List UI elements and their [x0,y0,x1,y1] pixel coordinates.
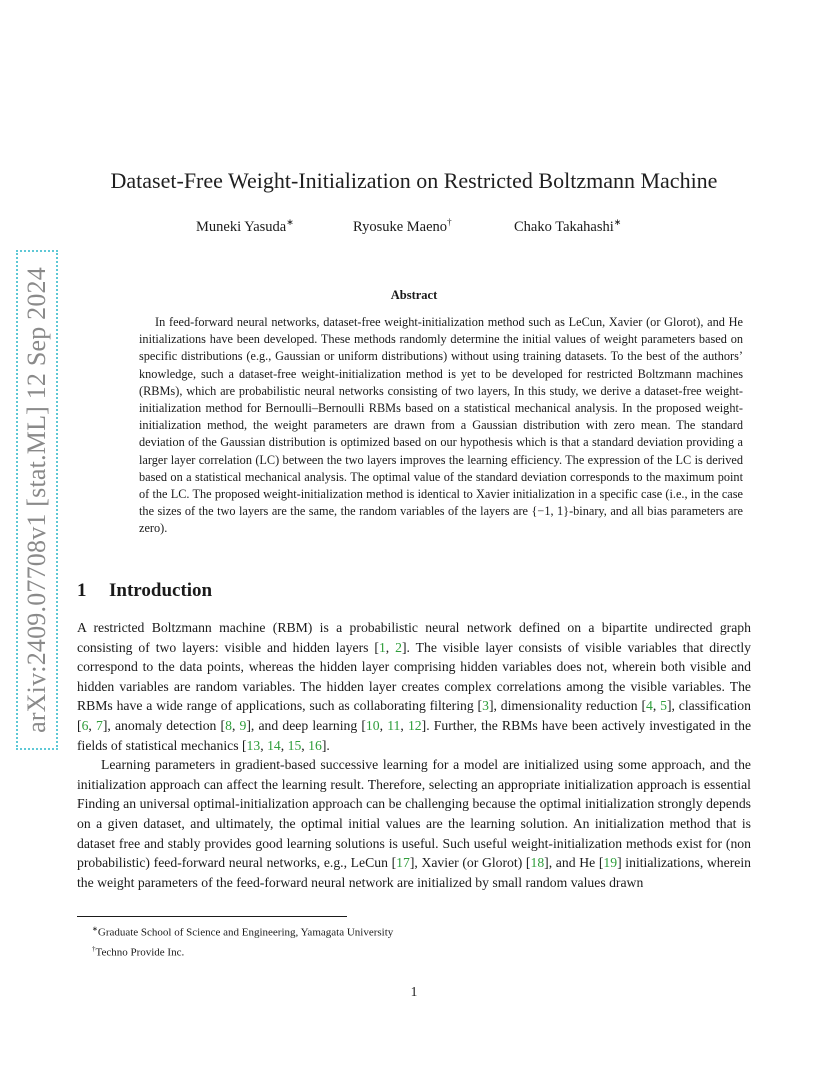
text-run: , [379,717,388,733]
citation-link[interactable]: 3 [482,698,489,714]
footnote-rule [77,916,347,917]
citation-link[interactable]: 12 [407,717,422,733]
author-name: Muneki Yasuda [196,218,287,235]
footnote-text: Techno Provide Inc. [95,946,185,959]
footnote-text: Graduate School of Science and Engineering, Yamagata University [97,926,394,939]
citation-link[interactable]: 16 [308,737,322,753]
citation-link[interactable]: 8 [225,717,232,733]
author-affiliation-mark: † [447,217,452,227]
footnote [92,941,393,961]
paper-title: Dataset-Free Weight-Initialization on Restricted Boltzmann Machine [110,168,718,193]
footnotes [92,921,393,960]
author-affiliation-mark: ∗ [613,217,622,227]
text-run: ], Xavier (or Glorot) [ [409,855,531,871]
citation-link[interactable]: 18 [530,855,545,871]
text-run: , [652,698,661,714]
citation-link[interactable]: 10 [365,717,380,733]
citation-link[interactable]: 2 [395,639,402,655]
text-run: , [280,737,288,753]
citation-link[interactable]: 19 [603,855,618,871]
text-run: ], dimensionality reduction [ [488,698,647,714]
section-title: Introduction [109,580,213,601]
text-run: ] initializations, wherein the weight parameters of the feed-forward neural network are initialized by small random values drawn [77,855,751,890]
text-run: A restricted Boltzmann machine (RBM) is a probabilistic neural network defined on a bipartite undirected graph consisting of two layers: visible and hidden layers [ [77,620,751,655]
author-1 [196,217,294,236]
footnote [92,921,393,941]
text-run: , [400,717,408,733]
introduction-body [77,618,751,892]
text-run: ], classification [ [77,698,751,733]
citation-link[interactable]: 11 [387,717,401,733]
text-run: ]. [321,737,330,753]
paragraph [77,618,751,755]
author-2 [353,217,452,236]
section-number: 1 [77,580,87,601]
citation-link[interactable]: 5 [660,698,667,714]
citation-link[interactable]: 9 [239,717,247,733]
citation-link[interactable]: 7 [95,717,103,733]
section-heading [77,580,212,602]
text-run: ], and deep learning [ [246,717,366,733]
page-number: 1 [410,984,418,999]
author-name: Chako Takahashi [514,218,614,235]
citation-link[interactable]: 4 [646,698,653,714]
text-run: ], anomaly detection [ [102,717,226,733]
abstract-text: In feed-forward neural networks, dataset-free weight-initialization method such as LeCun, Xavier (or Glorot), and He initializations have been developed. These methods randomly determine the initial values of weight parameters based on specific distributions (e.g., Gaussian or uniform distributions) without using training datasets. To the best of the authors’ knowledge, such a dataset-free weight-initialization method is yet to be developed for restricted Boltzmann machines (RBMs), which are probabilistic neural networks consisting of two layers, In this study, we derive a dataset-free weight-initialization method for Bernoulli–Bernoulli RBMs based on a statistical mechanical analysis. In the proposed weight-initialization method, the weight parameters are drawn from a Gaussian distribution with zero mean. The standard deviation of the Gaussian distribution is optimized based on our hypothesis which is that a standard deviation providing a larger layer correlation (LC) between the two layers improves the learning efficiency. The expression of the LC is derived based on a statistical mechanical analysis. The optimal value of the standard deviation corresponds to the maximum point of the LC. The proposed weight-initialization method is identical to Xavier initialization in a specific case (i.e., in the case the sizes of the two layers are the same, the random variables of the layers are {−1, 1}-binary, and all bias parameters are zero). [139,315,743,536]
abstract-heading: Abstract [390,288,438,302]
citation-link[interactable]: 6 [81,717,89,733]
text-run: , [231,717,240,733]
citation-link[interactable]: 14 [267,737,281,753]
footnote-mark: ∗ [92,925,98,933]
author-3 [514,217,621,236]
text-run: ]. Further, the RBMs have been actively investigated in the fields of statistical mechanics [ [77,717,752,753]
arxiv-stamp: arXiv:2409.07708v1 [stat.ML] 12 Sep 2024 [22,267,51,733]
author-name: Ryosuke Maeno [353,218,448,235]
citation-link[interactable]: 15 [287,737,302,753]
text-run: , [301,737,309,753]
text-run: ]. The visible layer consists of visible variables that directly correspond to the data points, whereas the hidden layer comprising hidden variables does not, wherein both visible and hidden variables are random variables. The hidden layer creates complex correlations among the visible variables. The RBMs have a wide range of applications, such as collaborating filtering [ [77,639,752,714]
text-run: ], and He [ [544,855,604,871]
citation-link[interactable]: 17 [396,855,410,871]
text-run: Learning parameters in gradient-based successive learning for a model are initialized using some approach, and the initialization approach can affect the learning result. Therefore, selecting an appropriate initialization approach is essential Finding an universal optimal-initialization approach can be challenging because the optimal initialization strongly depends on a given dataset, and ultimately, the optimal initial values are the learning solution. An initialization method that is dataset free and stably provides good learning solutions is useful. Such useful weight-initialization methods exist for (non probabilistic) feed-forward neural networks, e.g., LeCun [ [77,757,751,871]
text-run: , [385,639,396,655]
citation-link[interactable]: 1 [378,639,386,655]
footnote-mark: † [92,944,96,953]
text-run: , [260,737,268,753]
text-run: , [88,717,96,733]
author-affiliation-mark: ∗ [286,217,294,227]
citation-link[interactable]: 13 [246,737,261,753]
paragraph [77,755,751,892]
